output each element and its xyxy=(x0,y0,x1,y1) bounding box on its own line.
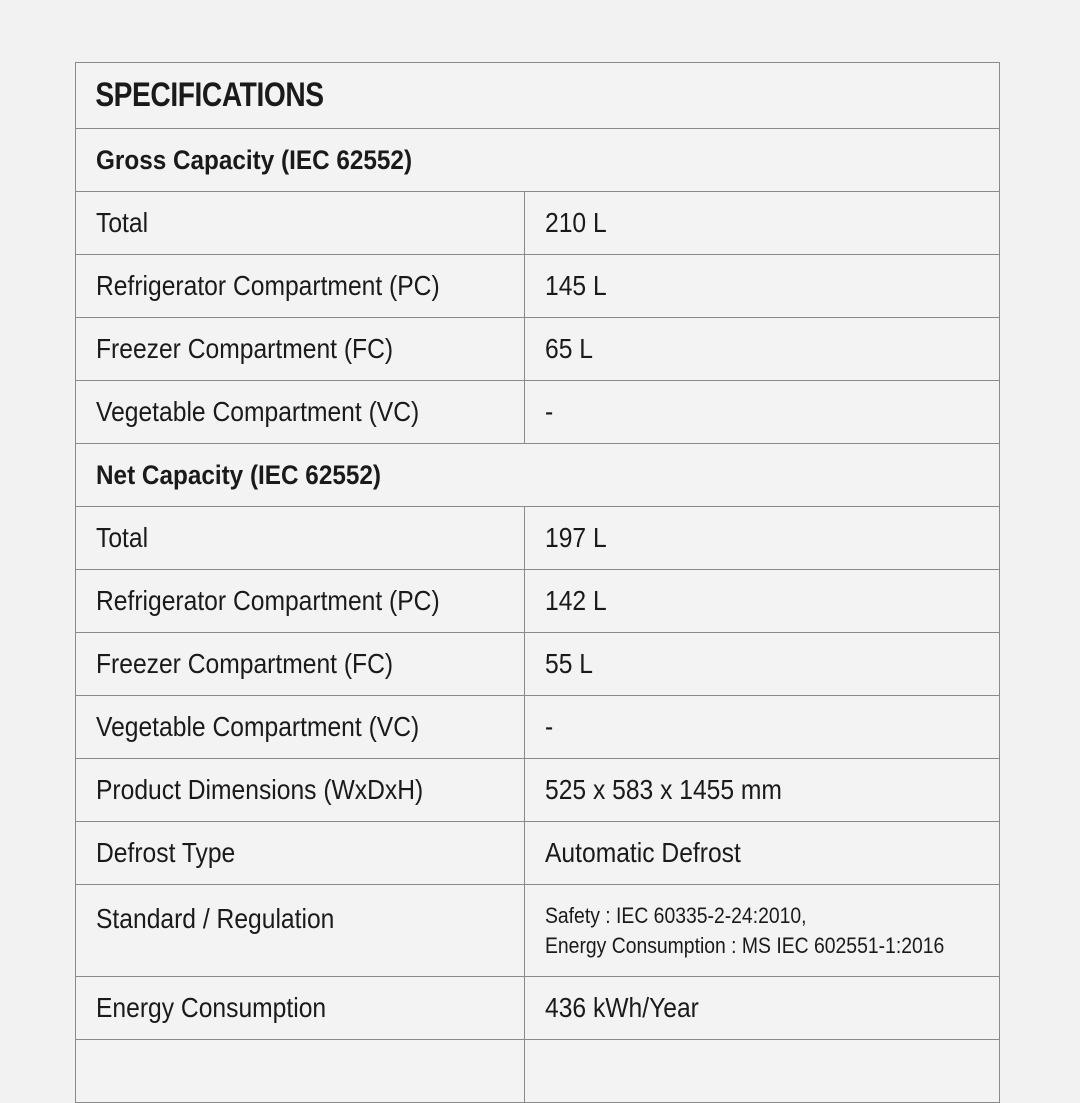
section-header-net xyxy=(76,444,1000,507)
table-row xyxy=(76,192,1000,255)
table-row xyxy=(76,318,1000,381)
table-row-truncated xyxy=(76,1040,1000,1103)
specifications-table xyxy=(75,62,1000,1103)
row-label: Vegetable Compartment (VC) xyxy=(96,396,420,427)
section-header-gross xyxy=(76,129,1000,192)
table-row-dimensions xyxy=(76,759,1000,822)
row-value-line2: Energy Consumption : MS IEC 602551-1:2016 xyxy=(545,932,945,958)
row-label: Total xyxy=(96,207,149,238)
row-value-line1: Safety : IEC 60335-2-24:2010, xyxy=(545,902,807,928)
row-value: 197 L xyxy=(545,522,607,553)
table-row xyxy=(76,696,1000,759)
table-title: SPECIFICATIONS xyxy=(94,76,323,114)
table-row xyxy=(76,507,1000,570)
row-value: - xyxy=(545,396,554,427)
row-value: 55 L xyxy=(545,648,594,679)
table-row-standard xyxy=(76,885,1000,977)
table-row-defrost xyxy=(76,822,1000,885)
row-value: 210 L xyxy=(545,207,607,238)
row-label: Freezer Compartment (FC) xyxy=(96,648,394,679)
row-label: Freezer Compartment (FC) xyxy=(96,333,394,364)
row-value: 65 L xyxy=(545,333,594,364)
row-value: 436 kWh/Year xyxy=(545,992,700,1023)
table-row xyxy=(76,381,1000,444)
section-heading: Gross Capacity (IEC 62552) xyxy=(96,144,413,175)
row-label: Defrost Type xyxy=(96,837,236,868)
row-label: Refrigerator Compartment (PC) xyxy=(96,270,440,301)
row-label: Vegetable Compartment (VC) xyxy=(96,711,420,742)
row-label: Total xyxy=(96,522,149,553)
table-row xyxy=(76,570,1000,633)
section-heading: Net Capacity (IEC 62552) xyxy=(96,459,381,490)
row-label: Energy Consumption xyxy=(96,992,327,1023)
row-label: Refrigerator Compartment (PC) xyxy=(96,585,440,616)
row-value: - xyxy=(545,711,554,742)
row-value: 145 L xyxy=(545,270,607,301)
row-label: Product Dimensions (WxDxH) xyxy=(96,774,424,805)
table-row xyxy=(76,633,1000,696)
row-value: 525 x 583 x 1455 mm xyxy=(545,774,783,805)
title-row xyxy=(76,63,1000,129)
table-row xyxy=(76,255,1000,318)
row-value: Automatic Defrost xyxy=(545,837,742,868)
table-row-energy xyxy=(76,977,1000,1040)
row-label: Standard / Regulation xyxy=(96,903,335,934)
row-value: 142 L xyxy=(545,585,607,616)
